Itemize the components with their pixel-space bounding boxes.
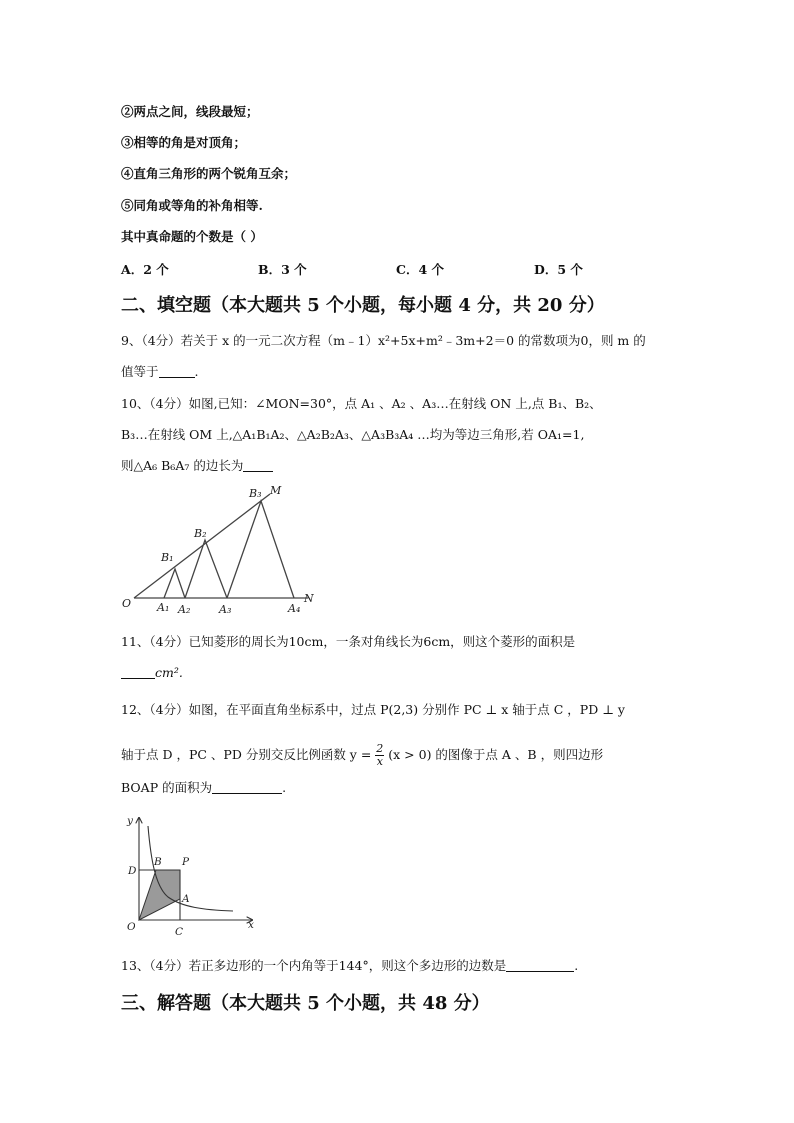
q12-line-2-suffix: (x > 0) 的图像于点 A 、B ，则四边形	[388, 747, 604, 762]
q12-answer-blank[interactable]	[212, 781, 282, 794]
q12-fraction	[375, 743, 384, 768]
q12-line-2-prefix: 轴于点 D ，PC 、PD 分别交反比例函数 y =	[121, 747, 372, 762]
label-p: P	[182, 856, 190, 868]
section-3-title: 三、解答题（本大题共 5 个小题，共 48 分）	[121, 993, 490, 1014]
label-a: A	[182, 893, 190, 905]
q9-line-1: 9、（4分）若关于 x 的一元二次方程（m﹣1）x²+5x+m²﹣3m+2＝0 的常数项为0，则 m 的	[121, 333, 646, 348]
q11-answer-blank[interactable]	[121, 666, 155, 679]
q8-stem: 其中真命题的个数是（ ）	[121, 229, 263, 244]
q10-answer-blank[interactable]	[243, 459, 273, 472]
q13-answer-blank[interactable]	[506, 959, 574, 972]
q10-line-2: B₃…在射线 OM 上,△A₁B₁A₂、△A₂B₂A₃、△A₃B₃A₄ …均为等边三角形,若 OA₁=1,	[121, 427, 585, 442]
q8-statement-3: ③相等的角是对顶角；	[121, 135, 247, 150]
q12-coordinate-figure	[118, 812, 258, 942]
q8-statement-5: ⑤同角或等角的补角相等.	[121, 198, 263, 213]
q8-option-b: B．3 个	[258, 262, 307, 277]
ray-om	[134, 494, 270, 598]
label-b2: B₂	[194, 527, 207, 540]
q9-suffix: .	[194, 364, 199, 379]
label-a2: A₂	[178, 603, 191, 616]
q12-line-3-suffix: .	[282, 780, 287, 795]
q12-fraction-denominator: x	[376, 755, 383, 768]
q13-suffix: .	[574, 958, 579, 973]
q12-line-3-prefix: BOAP 的面积为	[121, 780, 213, 795]
q11-line-2	[121, 665, 183, 681]
q10-line-3	[121, 458, 273, 474]
q9-prefix: 值等于	[121, 364, 159, 379]
q8-option-a: A．2 个	[121, 262, 169, 277]
triangle-3	[227, 501, 294, 598]
label-n: N	[304, 592, 314, 605]
label-b: B	[154, 856, 162, 868]
q8-option-c: C．4 个	[396, 262, 444, 277]
label-a3: A₃	[219, 603, 232, 616]
label-m: M	[270, 484, 282, 497]
label-a4: A₄	[288, 602, 301, 615]
q12-line-2	[121, 743, 603, 768]
label-y: y	[127, 815, 133, 827]
shaded-quadrilateral-boap	[139, 870, 180, 920]
label-b3: B₃	[249, 487, 262, 500]
q9-answer-blank[interactable]	[159, 365, 195, 378]
label-x: x	[248, 919, 254, 931]
label-a1: A₁	[157, 601, 170, 614]
q10-line-1: 10、（4分）如图,已知：∠MON=30°，点 A₁ 、A₂ 、A₃…在射线 ON 上,点 B₁、B₂、	[121, 396, 602, 411]
q11-line-1: 11、（4分）已知菱形的周长为10cm，一条对角线长为6cm，则这个菱形的面积是	[121, 634, 576, 649]
q9-line-2	[121, 364, 199, 380]
label-d: D	[128, 865, 137, 877]
section-2-title: 二、填空题（本大题共 5 个小题，每小题 4 分，共 20 分）	[121, 295, 605, 316]
label-b1: B₁	[161, 551, 174, 564]
q10-triangle-figure	[118, 478, 318, 618]
q8-statement-2: ②两点之间，线段最短；	[121, 104, 259, 119]
q12-fraction-numerator: 2	[376, 742, 384, 755]
q12-line-3	[121, 780, 286, 796]
q11-unit: cm².	[155, 665, 183, 680]
q13-line-1	[121, 958, 578, 974]
triangle-2	[185, 540, 227, 598]
q13-prefix: 13、（4分）若正多边形的一个内角等于144°，则这个多边形的边数是	[121, 958, 507, 973]
label-o: O	[127, 921, 136, 933]
q12-line-1: 12、（4分）如图，在平面直角坐标系中，过点 P(2,3) 分别作 PC ⊥ x 轴于点 C ，PD ⊥ y	[121, 702, 625, 717]
label-c: C	[175, 926, 184, 938]
label-o: O	[122, 597, 132, 610]
q10-prefix: 则△A₆ B₆A₇ 的边长为	[121, 458, 244, 473]
q8-statement-4: ④直角三角形的两个锐角互余；	[121, 166, 297, 181]
q8-option-d: D．5 个	[534, 262, 583, 277]
